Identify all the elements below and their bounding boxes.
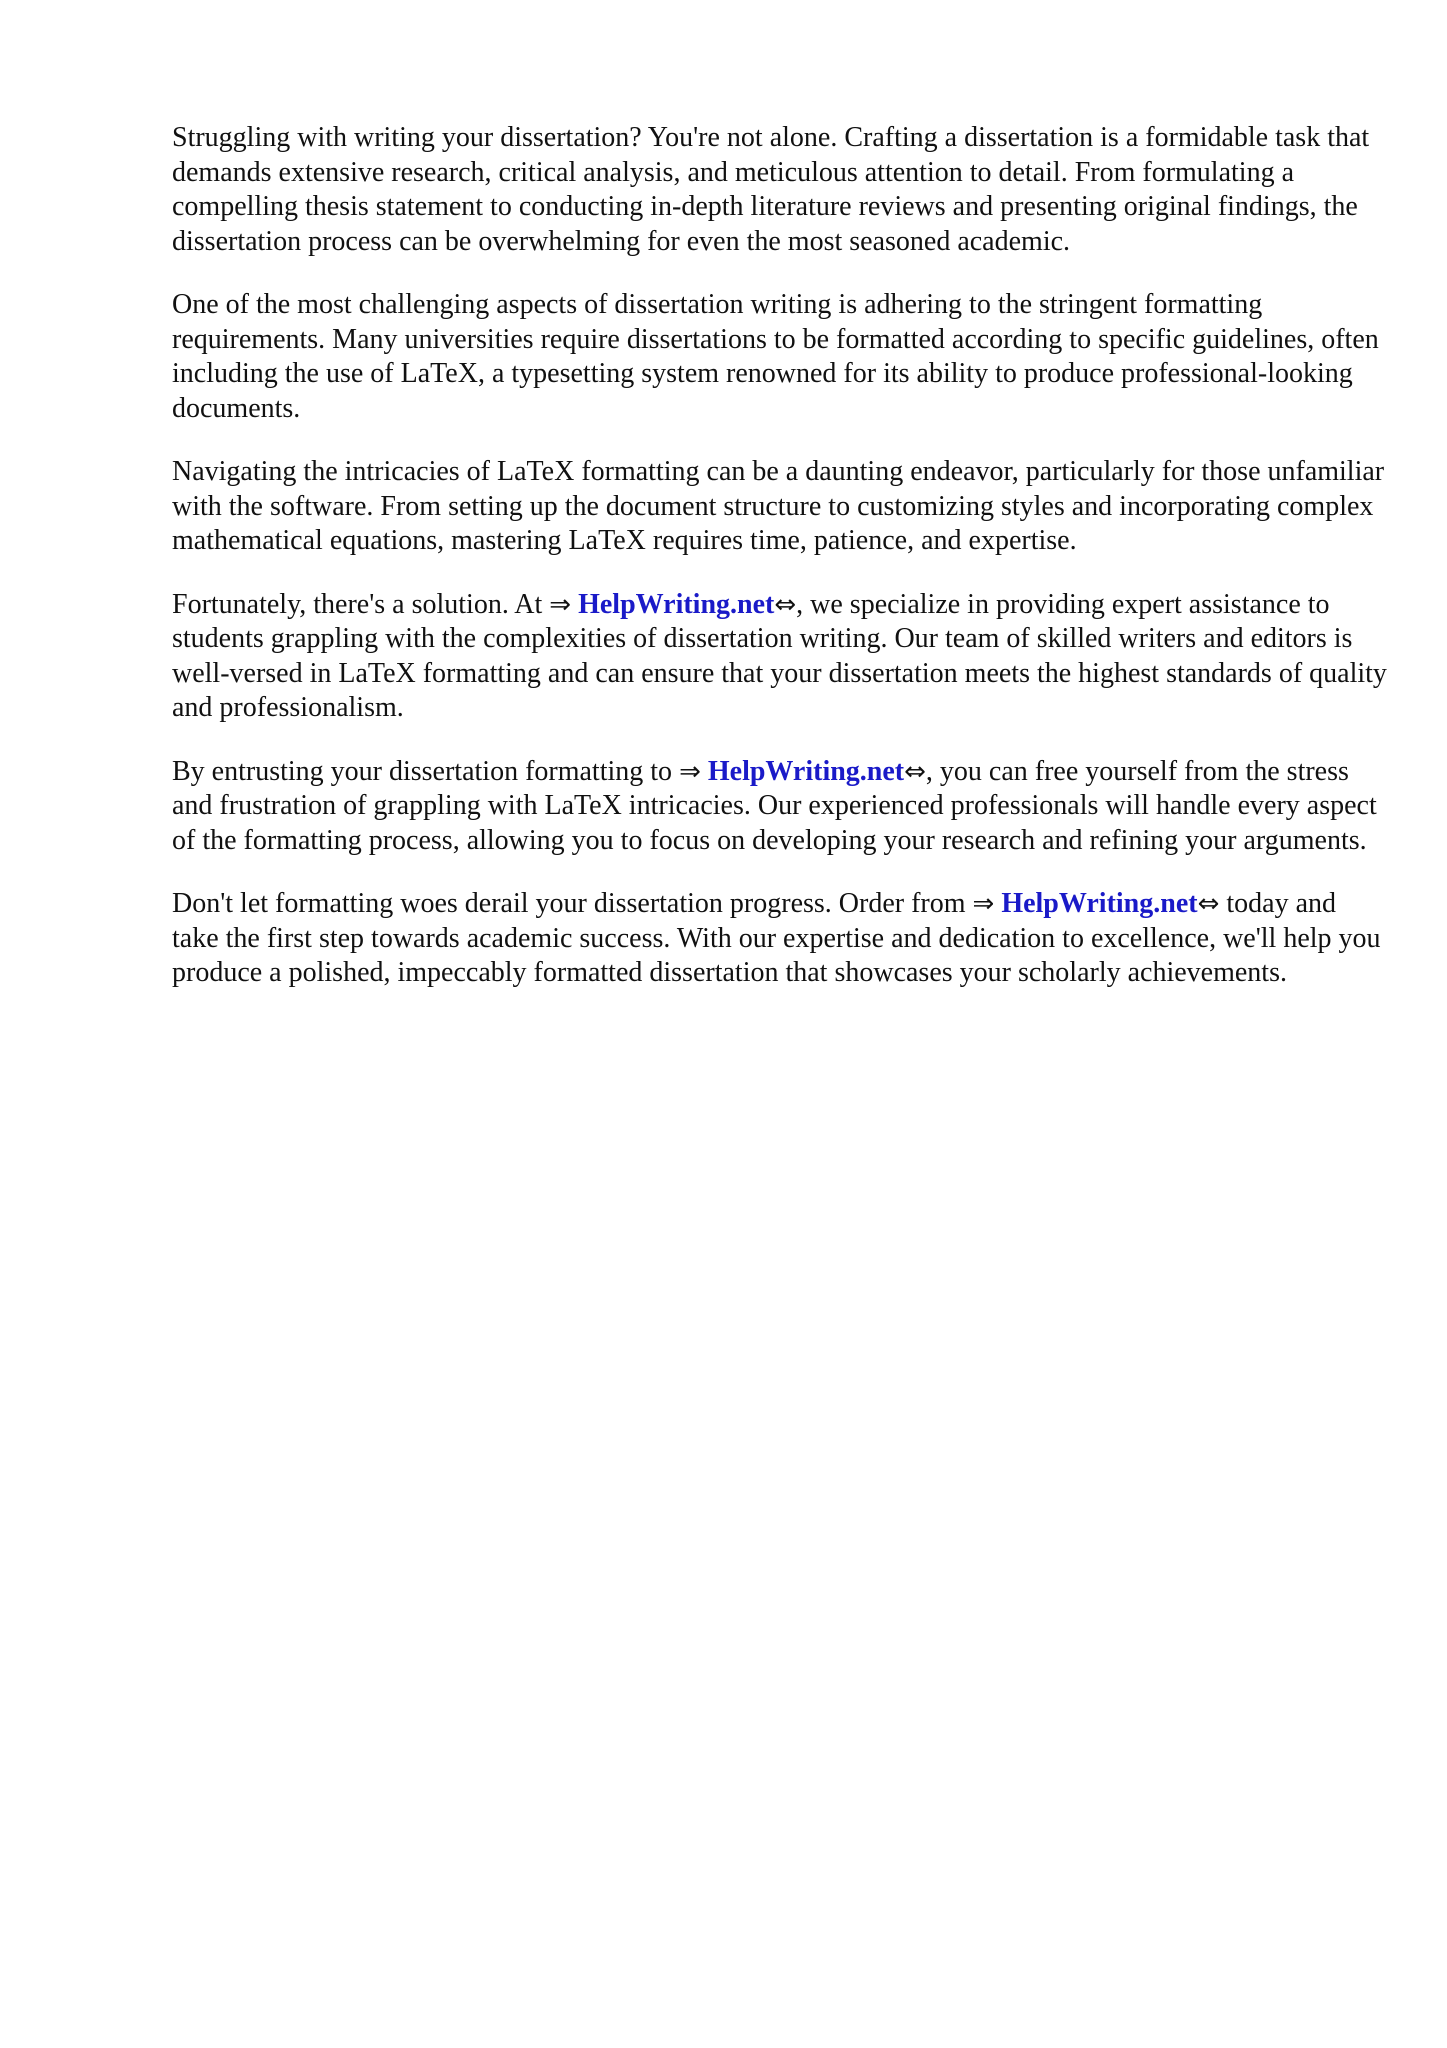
paragraph-order	[172, 887, 1387, 991]
paragraph-formatting-requirements: One of the most challenging aspects of dissertation writing is adhering to the stringent formatting requirements. Many universities require dissertations to be formatted according to specific guidelines, often including the use of LaTeX, a typesetting system renowned for its ability to produce professional-looking documents.	[172, 289, 1379, 424]
helpwriting-link[interactable]: HelpWriting.net	[707, 755, 905, 787]
paragraph-solution	[172, 588, 1387, 726]
left-right-double-arrow-icon: ⇔	[1197, 889, 1220, 919]
left-right-double-arrow-icon: ⇔	[774, 589, 797, 620]
text-segment: Fortunately, there's a solution. At	[172, 588, 550, 620]
helpwriting-link[interactable]: HelpWriting.net	[1001, 888, 1198, 919]
paragraph-entrusting	[172, 755, 1387, 859]
text-segment: , we specialize in providing expert assistance to students grappling with the complexities of dissertation writing. Our team of skilled writers and editors is well-versed in LaTeX formatting and can ensure that your dissertation meets the highest standards of quality and professionalism.	[172, 588, 1387, 723]
helpwriting-link[interactable]: HelpWriting.net	[578, 588, 775, 620]
right-double-arrow-icon: ⇒	[679, 756, 701, 787]
document-page	[172, 121, 1387, 1020]
text-segment: today and take the first step towards academic success. With our expertise and dedication to excellence, we'll help you produce a polished, impeccably formatted dissertation that showcases your scholarly achievements.	[172, 888, 1381, 988]
right-double-arrow-icon: ⇒	[549, 589, 572, 620]
left-right-double-arrow-icon: ⇔	[904, 756, 926, 787]
text-segment: , you can free yourself from the stress and frustration of grappling with LaTeX intricacies. Our experienced professionals will handle every aspect of the formatting process, allowing you to focus on developing your research and refining your arguments.	[172, 755, 1377, 856]
text-segment: Don't let formatting woes derail your dissertation progress. Order from	[172, 888, 973, 919]
paragraph-intro: Struggling with writing your dissertation? You're not alone. Crafting a dissertation is a formidable task that demands extensive research, critical analysis, and meticulous attention to detail. From formulating a compelling thesis statement to conducting in-depth literature reviews and presenting original findings, the dissertation process can be overwhelming for even the most seasoned academic.	[172, 122, 1370, 257]
right-double-arrow-icon: ⇒	[972, 889, 995, 919]
paragraph-latex-challenges: Navigating the intricacies of LaTeX formatting can be a daunting endeavor, particularly for those unfamiliar with the software. From setting up the document structure to customizing styles and incorporating complex mathematical equations, mastering LaTeX requires time, patience, and expertise.	[172, 456, 1385, 556]
text-segment: By entrusting your dissertation formatting to	[172, 755, 680, 787]
